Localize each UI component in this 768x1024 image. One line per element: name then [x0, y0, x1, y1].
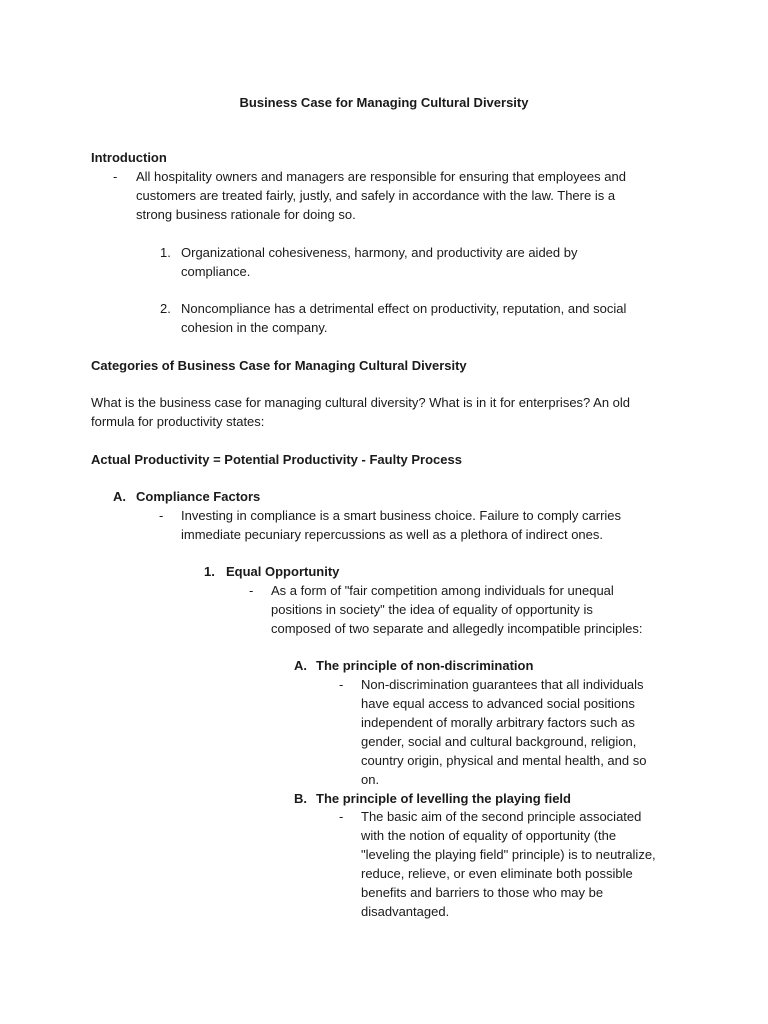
bullet-marker: - [339, 809, 344, 824]
list-letter: B. [294, 791, 307, 806]
paragraph-line: strong business rationale for doing so. [136, 207, 356, 222]
bullet-marker: - [249, 583, 254, 598]
paragraph-line: have equal access to advanced social positions [361, 696, 635, 711]
list-item-line: compliance. [181, 264, 251, 279]
paragraph-line: The basic aim of the second principle associated [361, 809, 642, 824]
paragraph-line: reduce, relieve, or even eliminate both possible [361, 866, 633, 881]
bullet-marker: - [113, 169, 118, 184]
list-number: 1. [160, 245, 171, 260]
subsection-heading-non-discrimination: The principle of non-discrimination [316, 658, 534, 673]
paragraph-line: positions in society" the idea of equality of opportunity is [271, 602, 593, 617]
paragraph-line: on. [361, 772, 380, 787]
paragraph-line: benefits and barriers to those who may be [361, 885, 604, 900]
paragraph-line: independent of morally arbitrary factors such as [361, 715, 635, 730]
list-letter: A. [294, 658, 307, 673]
list-item-line: cohesion in the company. [181, 320, 328, 335]
paragraph-line: What is the business case for managing cultural diversity? What is in it for enterprises? An old [91, 395, 631, 410]
paragraph-line: Non-discrimination guarantees that all individuals [361, 677, 644, 692]
paragraph-line: immediate pecuniary repercussions as well as a plethora of indirect ones. [181, 527, 603, 542]
subsection-heading-equal-opportunity: Equal Opportunity [226, 564, 340, 579]
paragraph-line: Investing in compliance is a smart business choice. Failure to comply carries [181, 508, 622, 523]
productivity-formula: Actual Productivity = Potential Productivity - Faulty Process [91, 452, 462, 467]
paragraph-line: formula for productivity states: [91, 414, 265, 429]
list-number: 2. [160, 301, 171, 316]
list-letter: A. [113, 489, 126, 504]
paragraph-line: As a form of "fair competition among individuals for unequal [271, 583, 614, 598]
section-heading-categories: Categories of Business Case for Managing Cultural Diversity [91, 358, 467, 373]
subsection-heading-levelling: The principle of levelling the playing field [316, 791, 571, 806]
bullet-marker: - [339, 677, 344, 692]
paragraph-line: composed of two separate and allegedly incompatible principles: [271, 621, 643, 636]
paragraph-line: All hospitality owners and managers are responsible for ensuring that employees and [136, 169, 626, 184]
list-number: 1. [204, 564, 215, 579]
document-title: Business Case for Managing Cultural Diversity [239, 95, 529, 110]
section-heading-introduction: Introduction [91, 150, 167, 165]
paragraph-line: gender, social and cultural background, religion, [361, 734, 637, 749]
paragraph-line: disadvantaged. [361, 904, 450, 919]
subsection-heading-compliance: Compliance Factors [136, 489, 261, 504]
paragraph-line: "leveling the playing field" principle) is to neutralize, [361, 847, 656, 862]
bullet-marker: - [159, 508, 164, 523]
paragraph-line: customers are treated fairly, justly, and safely in accordance with the law. There is a [136, 188, 616, 203]
paragraph-line: with the notion of equality of opportunity (the [361, 828, 617, 843]
paragraph-line: country origin, physical and mental health, and so [361, 753, 647, 768]
list-item-line: Organizational cohesiveness, harmony, and productivity are aided by [181, 245, 578, 260]
list-item-line: Noncompliance has a detrimental effect on productivity, reputation, and social [181, 301, 627, 316]
